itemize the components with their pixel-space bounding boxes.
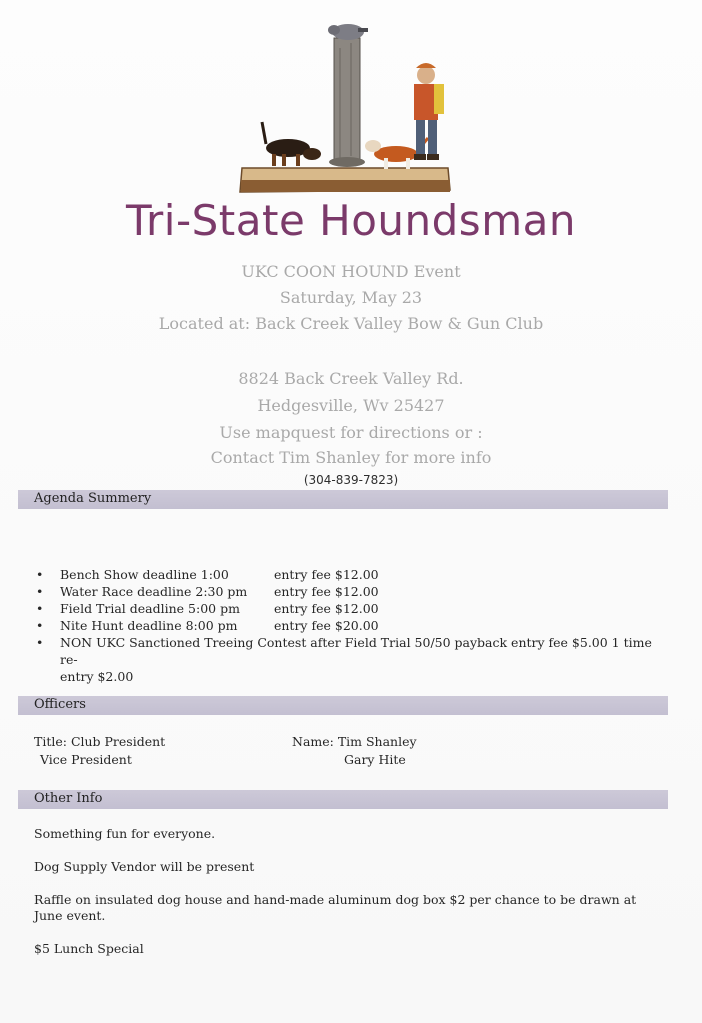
agenda-event: Field Trial deadline 5:00 pm bbox=[60, 601, 240, 616]
agenda-list bbox=[36, 566, 666, 685]
bullet: • bbox=[36, 601, 44, 616]
agenda-fee: entry fee $12.00 bbox=[273, 584, 379, 599]
agenda-item bbox=[36, 617, 666, 634]
agenda-item bbox=[36, 566, 666, 583]
agenda-fee: entry fee $12.00 bbox=[273, 567, 379, 582]
contact-note: Contact Tim Shanley for more info bbox=[210, 448, 492, 467]
other-info-item: Raffle on insulated dog house and hand-made aluminum dog box $2 per chance to be drawn at June event. bbox=[34, 892, 637, 923]
officer-title: Vice President bbox=[40, 752, 132, 767]
page-title: Tri-State Houndsman bbox=[126, 196, 576, 245]
agenda-heading: Agenda Summery bbox=[34, 491, 152, 506]
officer-name: Name: Tim Shanley bbox=[292, 734, 417, 749]
event-location: Located at: Back Creek Valley Bow & Gun Club bbox=[158, 314, 544, 333]
contact-phone: (304-839-7823) bbox=[303, 473, 399, 487]
officer-name: Gary Hite bbox=[344, 752, 406, 767]
agenda-item bbox=[36, 600, 666, 617]
officers-table bbox=[34, 733, 654, 769]
other-info-item: $5 Lunch Special bbox=[34, 941, 144, 956]
city-address: Hedgesville, Wv 25427 bbox=[257, 396, 445, 415]
officer-title: Title: Club President bbox=[34, 734, 166, 749]
street-address: 8824 Back Creek Valley Rd. bbox=[238, 369, 464, 388]
agenda-event: Bench Show deadline 1:00 bbox=[60, 567, 229, 582]
event-name: UKC COON HOUND Event bbox=[241, 262, 461, 281]
agenda-item bbox=[36, 634, 666, 685]
other-info-section-header bbox=[18, 790, 668, 809]
directions-note: Use mapquest for directions or : bbox=[219, 423, 483, 442]
other-info-item: Dog Supply Vendor will be present bbox=[34, 859, 255, 874]
officers-section-header bbox=[18, 696, 668, 715]
bullet: • bbox=[36, 618, 44, 633]
officer-row bbox=[34, 733, 654, 751]
bullet: • bbox=[36, 635, 44, 650]
officers-heading: Officers bbox=[34, 697, 86, 712]
treeing-contest-line2: entry $2.00 bbox=[60, 669, 134, 684]
event-date: Saturday, May 23 bbox=[279, 288, 423, 307]
coon-hunt-illustration bbox=[238, 18, 453, 196]
treeing-contest-line1: NON UKC Sanctioned Treeing Contest after Field Trial 50/50 payback entry fee $5.00 1 time re- bbox=[60, 635, 652, 667]
agenda-fee: entry fee $20.00 bbox=[273, 618, 379, 633]
bullet: • bbox=[36, 567, 44, 582]
bullet: • bbox=[36, 584, 44, 599]
agenda-fee: entry fee $12.00 bbox=[273, 601, 379, 616]
agenda-section-header bbox=[18, 490, 668, 509]
agenda-event: Nite Hunt deadline 8:00 pm bbox=[60, 618, 238, 633]
other-info-heading: Other Info bbox=[34, 791, 103, 806]
agenda-item bbox=[36, 583, 666, 600]
other-info-list bbox=[34, 826, 654, 974]
officer-row bbox=[34, 751, 654, 769]
other-info-item: Something fun for everyone. bbox=[34, 826, 216, 841]
agenda-event: Water Race deadline 2:30 pm bbox=[60, 584, 248, 599]
